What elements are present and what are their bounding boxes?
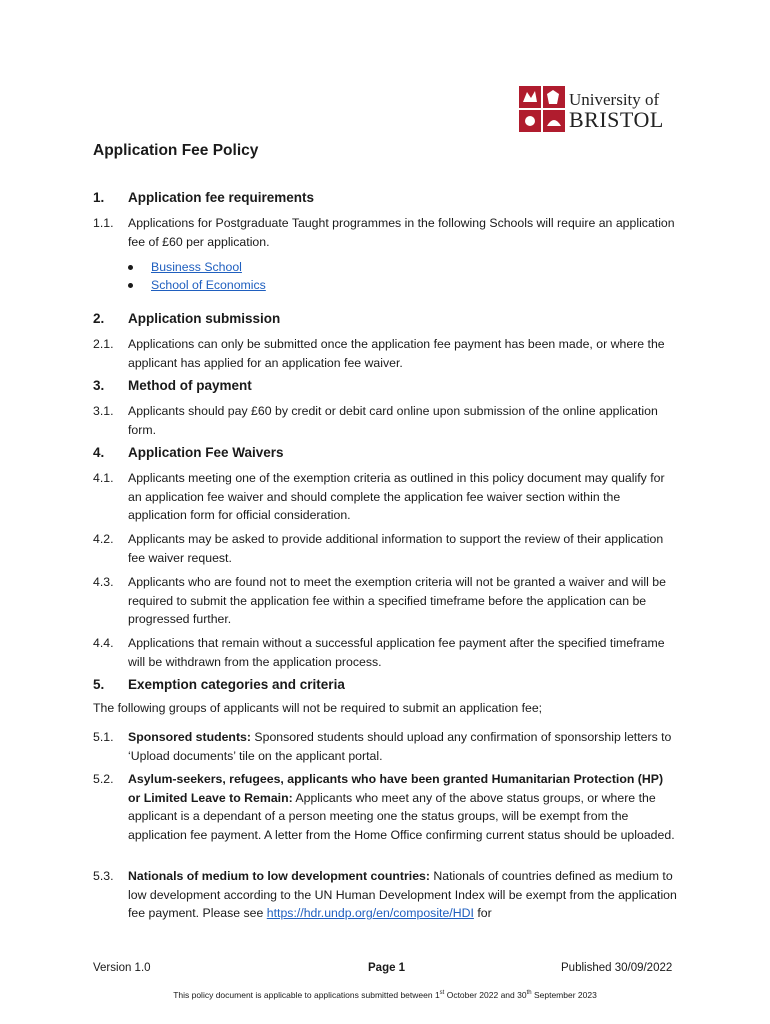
clause-number: 4.2. xyxy=(93,532,114,546)
section-title: Application Fee Waivers xyxy=(128,445,284,460)
clause-body-end: for xyxy=(473,906,492,921)
clause-number: 4.4. xyxy=(93,636,114,650)
bullet-icon xyxy=(128,265,133,270)
clause-number: 5.2. xyxy=(93,772,114,786)
note-superscript: th xyxy=(526,990,532,997)
clause-number: 1.1. xyxy=(93,216,114,230)
business-school-link[interactable]: Business School xyxy=(151,260,242,274)
clause-text: Applicants should pay £60 by credit or debit card online upon submission of the online application form. xyxy=(128,404,658,437)
clause-text: Applications for Postgraduate Taught programmes in the following Schools will require an application fee of £60 per application. xyxy=(128,216,675,249)
clause-label: Asylum-seekers, refugees, applicants who have been granted Humanitarian Protection (HP) or Limited Leave to Remain: xyxy=(128,772,664,805)
note-part: September 2023 xyxy=(531,990,597,1000)
clause-text: Applicants may be asked to provide additional information to support the review of their application fee waiver request. xyxy=(128,532,664,565)
section-number: 4. xyxy=(93,445,105,460)
section-number: 5. xyxy=(93,677,105,692)
note-part: October 2022 and 30 xyxy=(444,990,527,1000)
clause-text: Applicants meeting one of the exemption criteria as outlined in this policy document may qualify for an application fee waiver and should complete the application fee waiver section within the application form for official consideration. xyxy=(128,471,665,523)
school-of-economics-link[interactable]: School of Economics xyxy=(151,278,266,292)
crest-icon xyxy=(519,86,565,132)
bullet-icon xyxy=(128,283,133,288)
clause-text: Applications can only be submitted once the application fee payment has been made, or where the applicant has applied for an application fee waiver. xyxy=(128,337,665,370)
footer-page-number: Page 1 xyxy=(368,962,406,974)
section-number: 2. xyxy=(93,311,105,326)
section-title: Method of payment xyxy=(128,378,252,393)
clause-number: 5.1. xyxy=(93,730,114,744)
footer-published-date: Published 30/09/2022 xyxy=(561,962,673,974)
footer-applicability-note xyxy=(0,990,770,1000)
footer-version: Version 1.0 xyxy=(93,962,151,974)
clause-number: 3.1. xyxy=(93,404,114,418)
clause-text: Applicants who are found not to meet the exemption criteria will not be granted a waiver and will be required to submit the application fee within a specified timeframe before the application can be progressed further. xyxy=(128,575,666,627)
section-5-intro: The following groups of applicants will not be required to submit an application fee; xyxy=(93,701,543,715)
clause-number: 2.1. xyxy=(93,337,114,351)
clause-body: Applicants who meet any of the above status groups, or where the applicant is a dependant of a person meeting one the status groups, will be exempt from the application fee payment. A letter from the Home Office confirming current status should be uploaded. xyxy=(128,790,675,842)
clause-number: 4.1. xyxy=(93,471,114,485)
clause-text: Applications that remain without a successful application fee payment after the specified timeframe will be withdrawn from the application process. xyxy=(128,636,665,669)
clause-label: Sponsored students: xyxy=(128,730,251,744)
clause-text xyxy=(128,770,678,844)
section-title: Exemption categories and criteria xyxy=(128,677,345,692)
hdi-link[interactable]: https://hdr.undp.org/en/composite/HDI xyxy=(266,906,474,921)
clause-body: Nationals of countries defined as medium to low development according to the UN Human Development Index will be exempt from the application fee payment. Please see xyxy=(128,869,677,921)
clause-label: Nationals of medium to low development countries: xyxy=(128,869,430,883)
section-number: 1. xyxy=(93,190,105,205)
page-title: Application Fee Policy xyxy=(93,142,259,159)
clause-text xyxy=(128,867,678,923)
clause-text xyxy=(128,728,678,765)
logo-text-line2: BRISTOL xyxy=(569,107,664,132)
note-part: This policy document is applicable to applications submitted between 1 xyxy=(173,990,440,1000)
clause-number: 4.3. xyxy=(93,575,114,589)
note-superscript: st xyxy=(439,990,445,997)
clause-number: 5.3. xyxy=(93,869,114,883)
logo-text-line1: University of xyxy=(569,90,660,109)
clause-body: Sponsored students should upload any confirmation of sponsorship letters to ‘Upload documents’ tile on the applicant portal. xyxy=(128,730,672,763)
university-logo xyxy=(519,86,679,132)
section-number: 3. xyxy=(93,378,105,393)
section-title: Application fee requirements xyxy=(128,190,315,205)
section-title: Application submission xyxy=(128,311,281,326)
